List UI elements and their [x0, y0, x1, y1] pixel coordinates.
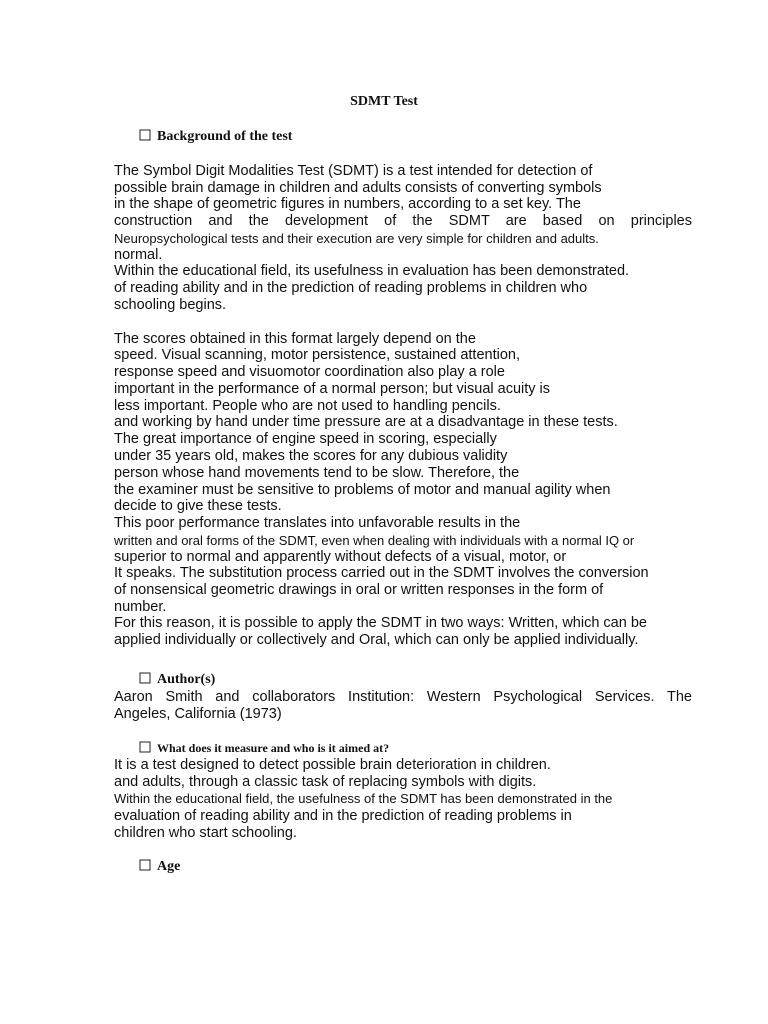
- paragraph-line: of nonsensical geometric drawings in oral or written responses in the form of: [114, 582, 604, 598]
- paragraph-line: possible brain damage in children and adults consists of converting symbols: [114, 180, 602, 196]
- paragraph-line: speed. Visual scanning, motor persistence, sustained attention,: [114, 347, 520, 363]
- paragraph-line: superior to normal and apparently without defects of a visual, motor, or: [114, 549, 567, 565]
- checkbox-bullet-icon: [139, 129, 151, 141]
- paragraph-line: children who start schooling.: [114, 825, 297, 841]
- checkbox-bullet-icon: [139, 741, 151, 753]
- paragraph-line: construction and the development of the SDMT are based on principles: [114, 213, 692, 229]
- paragraph-line: For this reason, it is possible to apply the SDMT in two ways: Written, which can be: [114, 615, 647, 631]
- paragraph-line: of reading ability and in the prediction of reading problems in children who: [114, 280, 588, 296]
- paragraph-line: under 35 years old, makes the scores for any dubious validity: [114, 448, 508, 464]
- paragraph-line: decide to give these tests.: [114, 498, 282, 514]
- paragraph-line: Within the educational field, its usefulness in evaluation has been demonstrated.: [114, 263, 630, 279]
- paragraph-line: and working by hand under time pressure are at a disadvantage in these tests.: [114, 414, 618, 430]
- paragraph-line: Neuropsychological tests and their execution are very simple for children and adults.: [114, 231, 599, 246]
- section-heading-background: Background of the test: [139, 129, 292, 145]
- section-heading-measure: What does it measure and who is it aimed at?: [139, 741, 389, 756]
- paragraph-line: The Symbol Digit Modalities Test (SDMT) is a test intended for detection of: [114, 163, 593, 179]
- section-heading-authors: Author(s): [139, 672, 215, 688]
- paragraph-line: written and oral forms of the SDMT, even when dealing with individuals with a normal IQ or: [114, 533, 635, 548]
- paragraph-line: in the shape of geometric figures in numbers, according to a set key. The: [114, 196, 581, 212]
- paragraph-line: Within the educational field, the usefulness of the SDMT has been demonstrated in the: [114, 791, 613, 806]
- paragraph-line: The scores obtained in this format largely depend on the: [114, 331, 476, 347]
- paragraph-line: Aaron Smith and collaborators Institution: Western Psychological Services. The: [114, 689, 692, 705]
- paragraph-line: The great importance of engine speed in scoring, especially: [114, 431, 497, 447]
- document-title: SDMT Test: [350, 94, 418, 109]
- checkbox-bullet-icon: [139, 859, 151, 871]
- paragraph-line: Angeles, California (1973): [114, 706, 282, 722]
- paragraph-line: number.: [114, 599, 167, 615]
- checkbox-bullet-icon: [139, 672, 151, 684]
- paragraph-line: less important. People who are not used to handling pencils.: [114, 398, 501, 414]
- paragraph-line: It speaks. The substitution process carried out in the SDMT involves the conversion: [114, 565, 649, 581]
- paragraph-line: important in the performance of a normal person; but visual acuity is: [114, 381, 551, 397]
- section-heading-age: Age: [139, 859, 180, 875]
- paragraph-line: evaluation of reading ability and in the prediction of reading problems in: [114, 808, 572, 824]
- paragraph-line: normal.: [114, 247, 163, 263]
- paragraph-line: person whose hand movements tend to be slow. Therefore, the: [114, 465, 520, 481]
- paragraph-line: and adults, through a classic task of replacing symbols with digits.: [114, 774, 537, 790]
- paragraph-line: This poor performance translates into unfavorable results in the: [114, 515, 521, 531]
- paragraph-line: response speed and visuomotor coordination also play a role: [114, 364, 505, 380]
- paragraph-line: applied individually or collectively and Oral, which can only be applied individually.: [114, 632, 639, 648]
- paragraph-line: the examiner must be sensitive to problems of motor and manual agility when: [114, 482, 611, 498]
- paragraph-line: schooling begins.: [114, 297, 227, 313]
- paragraph-line: It is a test designed to detect possible brain deterioration in children.: [114, 757, 551, 773]
